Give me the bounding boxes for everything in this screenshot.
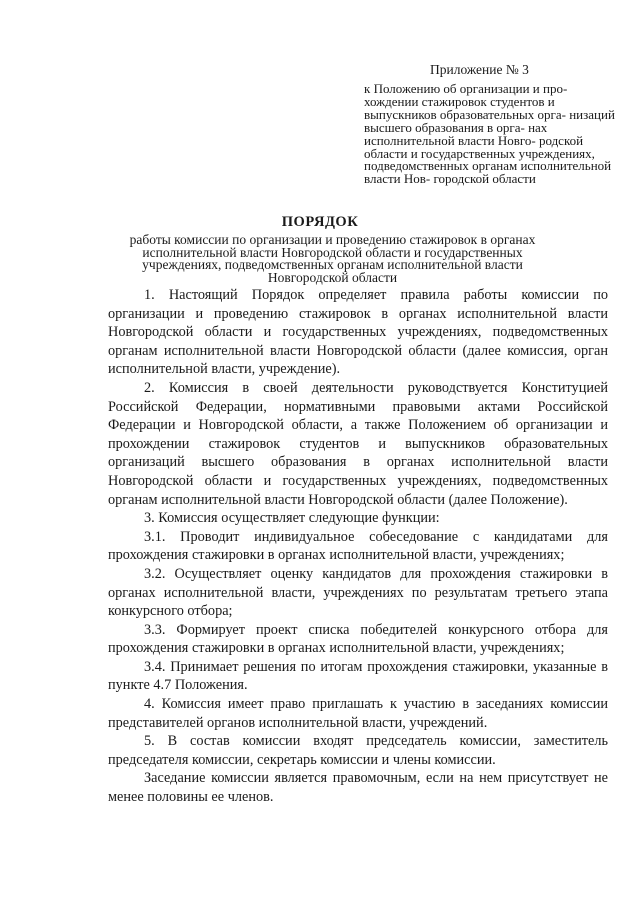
paragraph-3-3: 3.3. Формирует проект списка победителей конкурсного отбора для прохождения стажировки в органах исполнительной власти, учреждениях; xyxy=(108,621,608,657)
document-subtitle: работы комиссии по организации и проведению стажировок в органах исполнительной власти Новгородской области и государственных учреждениях, подведомственных органам исполнительной власти Новгородской области xyxy=(129,232,536,285)
document-title: ПОРЯДОК xyxy=(281,214,359,230)
document-body xyxy=(108,286,608,807)
paragraph-4: 4. Комиссия имеет право приглашать к участию в заседаниях комиссии представителей органов исполнительной власти, учреждений. xyxy=(108,696,608,731)
paragraph-5-quorum: Заседание комиссии является правомочным, если на нем присутствует не менее половины ее членов. xyxy=(108,770,608,806)
paragraph-3-4: 3.4. Принимает решения по итогам прохождения стажировки, указанные в пункте 4.7 Положения. xyxy=(108,658,608,694)
paragraph-1: 1. Настоящий Порядок определяет правила работы комиссии по организации и проведению стажировок в органах исполнительной власти Новгородской области и государственных учреждениях, подведомственных органам исполнительной власти Новгородской области (далее комиссия, орган исполнительной власти, учреждение). xyxy=(108,287,608,378)
appendix-number: Приложение № 3 xyxy=(430,62,529,77)
appendix-reference: к Положению об организации и про- хождении стажировок студентов и выпускников образовательных орга- низаций высшего образования в орга- нах исполнительной власти Новго- родской области и государственных учреждениях, подведомственных органам исполнительной власти Нов- городской области xyxy=(364,81,615,187)
paragraph-3: 3. Комиссия осуществляет следующие функции: xyxy=(144,510,440,527)
paragraph-2: 2. Комиссия в своей деятельности руководствуется Конституцией Российской Федерации, нормативными правовыми актами Российской Федерации и Новгородской области, а также Положением об организации и прохождении стажировок студентов и выпускников образовательных организаций высшего образования в органах исполнительной власти Новгородской области и государственных учреждениях, подведомственных органам исполнительной власти Новгородской области (далее Положение). xyxy=(108,379,608,508)
paragraph-5: 5. В состав комиссии входят председатель комиссии, заместитель председателя комиссии, секретарь комиссии и члены комиссии. xyxy=(108,733,608,768)
paragraph-3-1: 3.1. Проводит индивидуальное собеседование с кандидатами для прохождения стажировки в органах исполнительной власти, учреждениях; xyxy=(108,528,608,564)
paragraph-3-2: 3.2. Осуществляет оценку кандидатов для прохождения стажировки в органах исполнительной власти, учреждениях по результатам третьего этапа конкурсного отбора; xyxy=(108,565,608,620)
